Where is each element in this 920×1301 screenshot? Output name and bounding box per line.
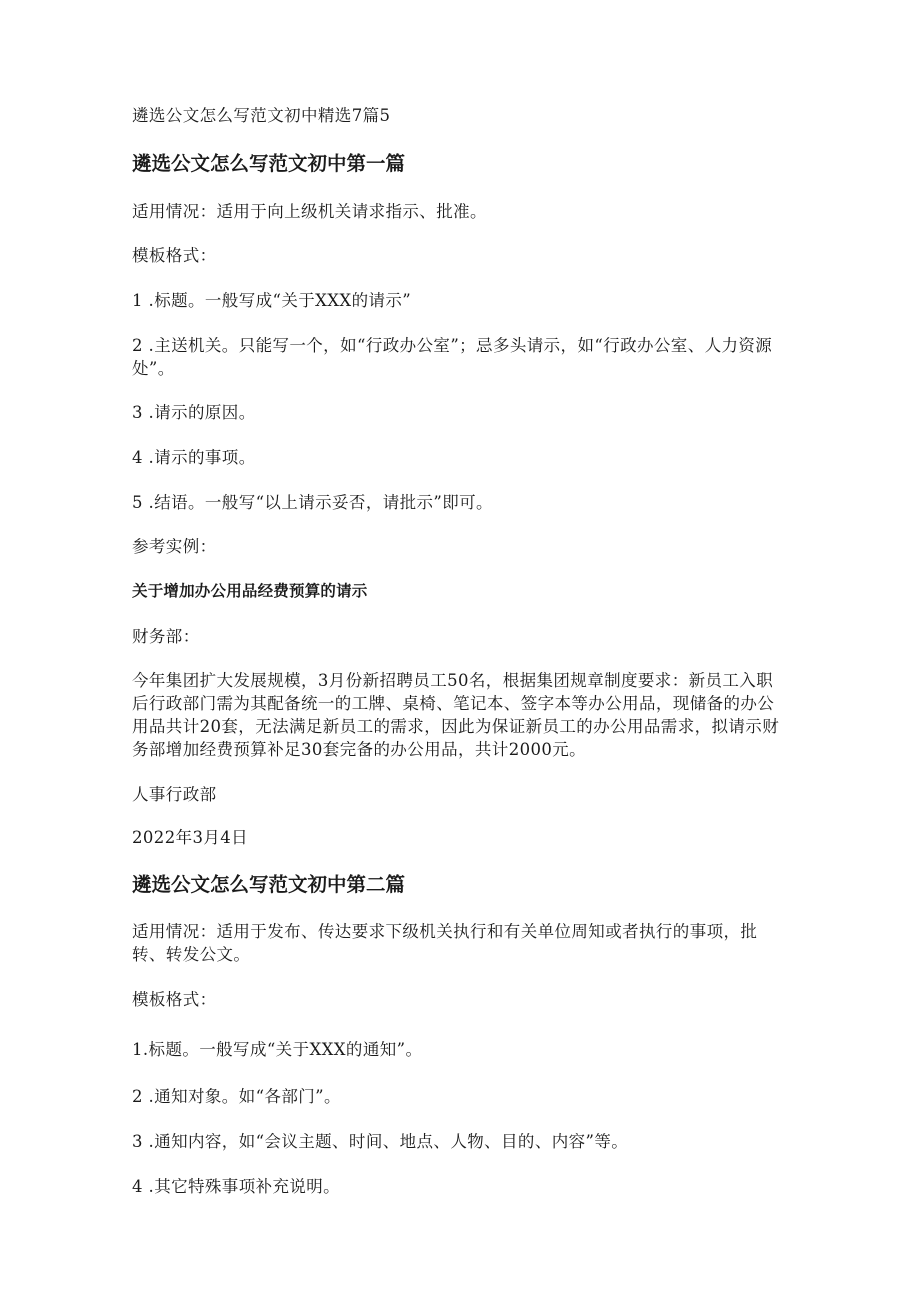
section-1-item-2: 2 .主送机关。只能写一个，如“行政办公室”；忌多头请示，如“行政办公室、人力资源处”。 <box>132 336 773 378</box>
section-1-item-4: 4 .请示的事项。 <box>132 448 256 467</box>
section-1-item-5: 5 .结语。一般写“以上请示妥否，请批示”即可。 <box>132 493 493 512</box>
example-body: 今年集团扩大发展规模，3月份新招聘员工50名，根据集团规章制度要求：新员工入职后行政部门需为其配备统一的工牌、桌椅、笔记本、签字本等办公用品，现储备的办公用品共计20套，无法满足新员工的需求，因此为保证新员工的办公用品需求，拟请示财务部增加经费预算补足30套完备的办公用品，共计2000元。 <box>132 671 780 759</box>
section-1-usage: 适用情况：适用于向上级机关请求指示、批准。 <box>132 202 487 221</box>
section-1-item-1: 1 .标题。一般写成“关于XXX的请示” <box>132 291 412 310</box>
section-1-template-label: 模板格式： <box>132 246 217 265</box>
example-label: 参考实例： <box>132 537 217 556</box>
section-2-usage: 适用情况：适用于发布、传达要求下级机关执行和有关单位周知或者执行的事项，批转、转发公文。 <box>132 922 758 964</box>
section-2-item-4: 4 .其它特殊事项补充说明。 <box>132 1177 341 1196</box>
example-signature: 人事行政部 <box>132 785 217 804</box>
section-2-item-3: 3 .通知内容，如“会议主题、时间、地点、人物、目的、内容”等。 <box>132 1132 629 1151</box>
example-date: 2022年3月4日 <box>132 828 249 847</box>
section-1-item-3: 3 .请示的原因。 <box>132 403 256 422</box>
section-2-item-1: 1.标题。一般写成“关于XXX的通知”。 <box>132 1040 423 1059</box>
section-2-item-2: 2 .通知对象。如“各部门”。 <box>132 1087 341 1106</box>
section-1-heading: 遴选公文怎么写范文初中第一篇 <box>132 152 406 175</box>
example-title: 关于增加办公用品经费预算的请示 <box>132 582 368 600</box>
section-2-template-label: 模板格式： <box>132 990 217 1009</box>
document-title: 遴选公文怎么写范文初中精选7篇5 <box>132 106 391 125</box>
example-addressee: 财务部： <box>132 627 200 646</box>
section-2-heading: 遴选公文怎么写范文初中第二篇 <box>132 873 406 896</box>
